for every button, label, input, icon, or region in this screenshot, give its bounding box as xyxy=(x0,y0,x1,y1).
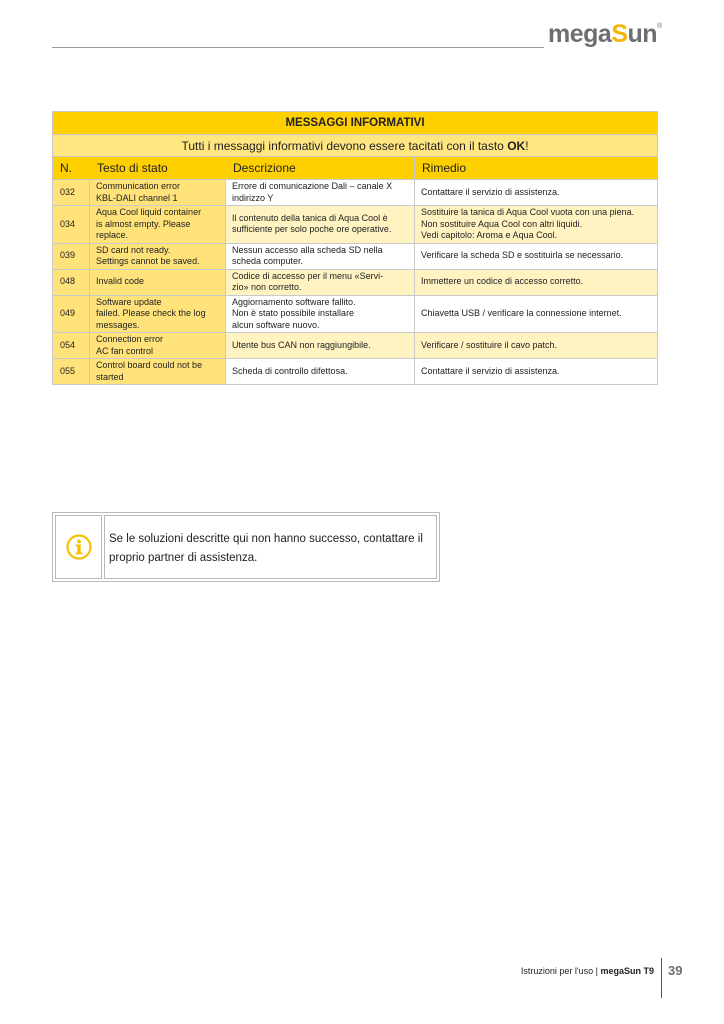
cell-line: Invalid code xyxy=(96,276,145,287)
cell-rim xyxy=(415,359,658,385)
cell-desc xyxy=(226,295,415,333)
col-header-num: N. xyxy=(53,157,90,180)
cell-desc xyxy=(226,359,415,385)
cell-desc xyxy=(226,243,415,269)
cell-stato xyxy=(90,206,226,244)
megasun-logo xyxy=(548,20,662,49)
cell-line: replace. xyxy=(96,230,129,240)
cell-line: Nessun accesso alla scheda SD nella xyxy=(232,244,383,255)
cell-rim xyxy=(415,333,658,359)
table-row xyxy=(53,243,658,269)
cell-num: 034 xyxy=(53,206,90,244)
logo-accent: S xyxy=(611,20,628,48)
table-title: MESSAGGI INFORMATIVI xyxy=(53,112,658,135)
cell-rim xyxy=(415,180,658,206)
cell-line: Aggiornamento software fallito. xyxy=(232,296,356,307)
cell-line: Connection error xyxy=(96,334,164,344)
cell-line: AC fan control xyxy=(96,345,154,356)
cell-line: started xyxy=(96,371,124,382)
cell-num: 032 xyxy=(53,180,90,206)
notice-text: Se le soluzioni descritte qui non hanno successo, contattare il proprio partner di assistenza. xyxy=(104,515,437,579)
cell-line: Aqua Cool liquid container xyxy=(96,207,202,217)
cell-num: 048 xyxy=(53,269,90,295)
cell-line: Il contenuto della tanica di Aqua Cool è xyxy=(232,212,388,223)
cell-line: scheda computer. xyxy=(232,256,304,266)
cell-line: alcun software nuovo. xyxy=(232,319,320,330)
cell-line: Vedi capitolo: Aroma e Aqua Cool. xyxy=(421,230,558,240)
notice-icon-box xyxy=(55,515,102,579)
logo-suffix: un xyxy=(627,20,658,48)
cell-line: Software update xyxy=(96,296,162,307)
cell-line: Verificare / sostituire il cavo patch. xyxy=(421,339,558,350)
cell-desc xyxy=(226,180,415,206)
cell-desc xyxy=(226,206,415,244)
table-subtitle xyxy=(53,135,658,157)
header-rule xyxy=(52,47,544,48)
col-header-rimedio: Rimedio xyxy=(415,157,658,180)
cell-line: Non sostituire Aqua Cool con altri liquidi. xyxy=(421,218,583,229)
footer-product: megaSun T9 xyxy=(600,966,654,976)
cell-line: Immettere un codice di accesso corretto. xyxy=(421,276,584,287)
cell-line: Contattare il servizio di assistenza. xyxy=(421,186,560,197)
cell-stato xyxy=(90,359,226,385)
cell-num: 049 xyxy=(53,295,90,333)
cell-rim xyxy=(415,206,658,244)
table-row xyxy=(53,269,658,295)
cell-desc xyxy=(226,269,415,295)
footer-label: Istruzioni per l'uso | xyxy=(520,966,601,976)
cell-stato xyxy=(90,333,226,359)
cell-num: 039 xyxy=(53,243,90,269)
table-row xyxy=(53,333,658,359)
cell-line: messages. xyxy=(96,319,140,330)
cell-line: Non è stato possibile installare xyxy=(232,308,355,318)
cell-line: zio» non corretto. xyxy=(232,282,302,292)
table-row xyxy=(53,180,658,206)
cell-line: Communication error xyxy=(96,181,181,191)
subtitle-text: Tutti i messaggi informativi devono essere tacitati con il tasto xyxy=(181,138,508,153)
cell-line: Contattare il servizio di assistenza. xyxy=(421,365,560,376)
cell-line: Settings cannot be saved. xyxy=(96,256,200,266)
cell-stato xyxy=(90,295,226,333)
cell-line: Errore di comunicazione Dali – canale X xyxy=(232,181,393,191)
cell-line: is almost empty. Please xyxy=(96,218,191,229)
cell-line: Utente bus CAN non raggiungibile. xyxy=(232,339,371,350)
footer-text xyxy=(521,966,654,976)
cell-line: Control board could not be xyxy=(96,360,203,370)
logo-prefix: mega xyxy=(548,20,612,48)
table-row xyxy=(53,295,658,333)
notice-box xyxy=(52,512,440,582)
cell-num: 055 xyxy=(53,359,90,385)
cell-stato xyxy=(90,243,226,269)
cell-rim xyxy=(415,243,658,269)
cell-line: Codice di accesso per il menu «Servi- xyxy=(232,270,384,281)
cell-line: Verificare la scheda SD e sostituirla se necessario. xyxy=(421,250,624,261)
table-row xyxy=(53,359,658,385)
cell-stato xyxy=(90,269,226,295)
cell-line: Sostituire la tanica di Aqua Cool vuota con una piena. xyxy=(421,207,635,217)
cell-stato xyxy=(90,180,226,206)
cell-line: sufficiente per solo poche ore operative. xyxy=(232,224,392,235)
cell-line: Scheda di controllo difettosa. xyxy=(232,365,348,376)
page-number: 39 xyxy=(668,963,683,978)
subtitle-end: ! xyxy=(525,138,529,153)
subtitle-ok: OK xyxy=(507,138,526,153)
footer-rule xyxy=(661,958,662,998)
logo-reg: ® xyxy=(657,23,662,30)
cell-num: 054 xyxy=(53,333,90,359)
cell-line: KBL-DALI channel 1 xyxy=(96,192,178,203)
cell-rim xyxy=(415,295,658,333)
cell-line: SD card not ready. xyxy=(96,244,171,255)
cell-line: indirizzo Y xyxy=(232,192,274,203)
cell-desc xyxy=(226,333,415,359)
info-icon xyxy=(66,534,92,560)
cell-line: Chiavetta USB / verificare la connessione internet. xyxy=(421,308,622,318)
col-header-stato: Testo di stato xyxy=(90,157,226,180)
col-header-desc: Descrizione xyxy=(226,157,415,180)
info-messages-table xyxy=(52,111,658,385)
table-row xyxy=(53,206,658,244)
cell-line: failed. Please check the log xyxy=(96,308,206,318)
cell-rim xyxy=(415,269,658,295)
